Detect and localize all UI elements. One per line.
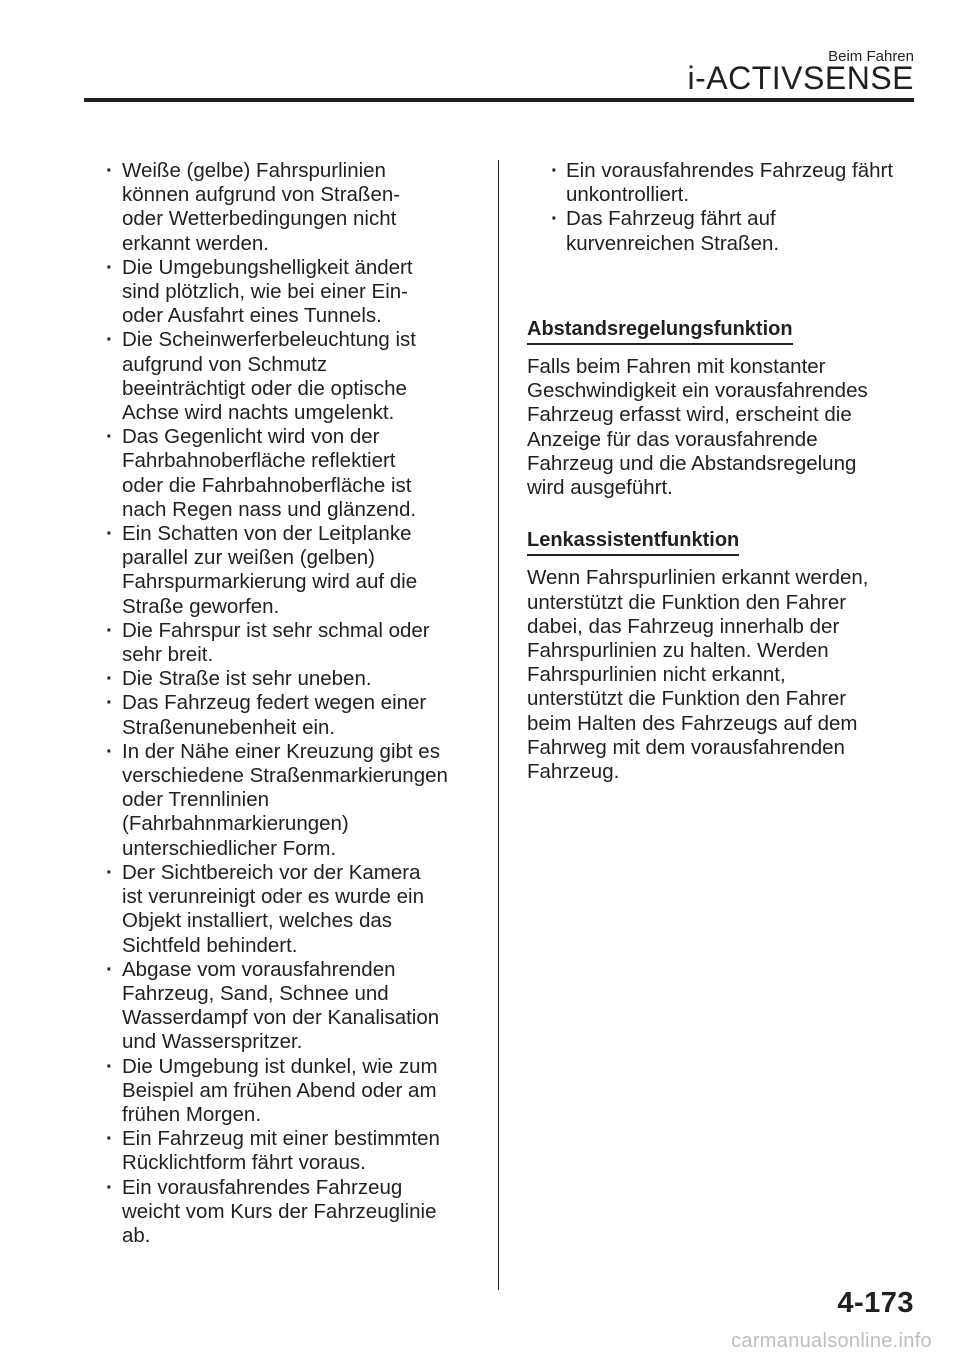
function-section [527, 317, 917, 500]
bullet-line: unkontrolliert. [566, 183, 690, 207]
bullet-line: erkannt werden. [122, 231, 270, 255]
paragraph-line: unterstützt die Funktion den Fahrer [527, 687, 847, 711]
bullet-line: Der Sichtbereich vor der Kamera [122, 860, 421, 884]
bullet-item [527, 207, 917, 255]
paragraph-line: unterstützt die Funktion den Fahrer [527, 590, 847, 614]
bullet-line: Ein Fahrzeug mit einer bestimmten [122, 1127, 440, 1151]
bullet-line: Die Scheinwerferbeleuchtung ist [122, 328, 416, 352]
bullet-line: ist verunreinigt oder es wurde ein [122, 885, 424, 909]
bullet-line: Sichtfeld behindert. [122, 933, 298, 957]
bullet-item [102, 691, 482, 739]
bullet-line: Straßenunebenheit ein. [122, 715, 336, 739]
bullet-line: verschiedene Straßenmarkierungen [122, 764, 448, 788]
bullet-line: Objekt installiert, welches das [122, 909, 393, 933]
bullet-item [102, 740, 482, 861]
bullet-item [102, 1127, 482, 1175]
paragraph-line: Anzeige für das vorausfahrende [527, 427, 818, 451]
bullet-line: Abgase vom vorausfahrenden [122, 957, 396, 981]
paragraph-line: beim Halten des Fahrzeugs auf dem [527, 711, 858, 735]
bullet-item [102, 425, 482, 522]
bullet-item [102, 958, 482, 1055]
bullet-line: Fahrzeug, Sand, Schnee und [122, 981, 389, 1005]
bullet-line: (Fahrbahnmarkierungen) [122, 812, 349, 836]
column-divider [498, 160, 499, 1290]
bullet-line: sehr breit. [122, 643, 214, 667]
bullet-line: weicht vom Kurs der Fahrzeuglinie [122, 1199, 437, 1223]
bullet-line: kurvenreichen Straßen. [566, 231, 780, 255]
paragraph-line: Fahrspurlinien zu halten. Werden [527, 639, 829, 663]
bullet-item [102, 1176, 482, 1249]
bullet-line: parallel zur weißen (gelben) [122, 546, 375, 570]
bullet-line: ab. [122, 1223, 151, 1247]
bullet-item [102, 619, 482, 667]
bullet-line: Fahrspurmarkierung wird auf die [122, 570, 418, 594]
header-section-label: Beim Fahren [828, 48, 914, 65]
paragraph-line: Wenn Fahrspurlinien erkannt werden, [527, 566, 869, 590]
right-sections [527, 317, 917, 784]
bullet-line: oder die Fahrbahnoberfläche ist [122, 473, 412, 497]
bullet-item [527, 159, 917, 207]
bullet-line: Das Fahrzeug federt wegen einer [122, 691, 427, 715]
bullet-line: Das Gegenlicht wird von der [122, 425, 380, 449]
bullet-line: sind plötzlich, wie bei einer Ein- [122, 280, 408, 304]
bullet-line: frühen Morgen. [122, 1102, 262, 1126]
page-number: 4-173 [837, 1287, 914, 1319]
paragraph-line: wird ausgeführt. [527, 476, 673, 500]
bullet-line: Das Fahrzeug fährt auf [566, 207, 776, 231]
bullet-line: und Wasserspritzer. [122, 1030, 303, 1054]
bullet-line: Die Fahrspur ist sehr schmal oder [122, 618, 430, 642]
paragraph-line: Fahrspurlinien nicht erkannt, [527, 663, 786, 687]
left-bullet-list [102, 159, 482, 1248]
section-heading: Abstandsregelungsfunktion [527, 317, 793, 345]
bullet-line: oder Wetterbedingungen nicht [122, 207, 397, 231]
bullet-line: Weiße (gelbe) Fahrspurlinien [122, 159, 386, 182]
paragraph-line: Fahrweg mit dem vorausfahrenden [527, 735, 845, 759]
bullet-line: Die Straße ist sehr uneben. [122, 667, 372, 691]
header-rule [84, 98, 914, 102]
section-heading: Lenkassistentfunktion [527, 528, 739, 556]
function-section [527, 528, 917, 784]
bullet-line: können aufgrund von Straßen- [122, 183, 401, 207]
bullet-line: Wasserdampf von der Kanalisation [122, 1006, 440, 1030]
bullet-line: Die Umgebungshelligkeit ändert [122, 255, 413, 279]
left-column [102, 159, 482, 1248]
bullet-item [102, 328, 482, 425]
bullet-line: In der Nähe einer Kreuzung gibt es [122, 739, 440, 763]
bullet-line: Achse wird nachts umgelenkt. [122, 401, 395, 425]
bullet-item [102, 522, 482, 619]
bullet-line: Die Umgebung ist dunkel, wie zum [122, 1054, 438, 1078]
bullet-line: oder Trennlinien [122, 788, 270, 812]
bullet-item [102, 256, 482, 329]
bullet-line: Beispiel am frühen Abend oder am [122, 1078, 437, 1102]
bullet-line: Ein vorausfahrendes Fahrzeug fährt [566, 159, 894, 182]
bullet-line: Fahrbahnoberfläche reflektiert [122, 449, 396, 473]
watermark: carmanualsonline.info [731, 1330, 932, 1352]
chapter-title: i-ACTIVSENSE [687, 60, 914, 96]
bullet-line: aufgrund von Schmutz [122, 352, 328, 376]
paragraph-line: Fahrzeug und die Abstandsregelung [527, 451, 857, 475]
bullet-line: unterschiedlicher Form. [122, 836, 337, 860]
bullet-line: Ein Schatten von der Leitplanke [122, 522, 412, 546]
bullet-item [102, 667, 482, 691]
bullet-line: Rücklichtform fährt voraus. [122, 1151, 366, 1175]
paragraph-line: Geschwindigkeit ein vorausfahrendes [527, 379, 868, 403]
section-paragraph [527, 355, 917, 500]
right-column [527, 159, 917, 784]
paragraph-line: Falls beim Fahren mit konstanter [527, 355, 826, 379]
right-bullet-list [527, 159, 917, 256]
bullet-item [102, 861, 482, 958]
bullet-line: Ein vorausfahrendes Fahrzeug [122, 1175, 403, 1199]
bullet-line: Straße geworfen. [122, 594, 280, 618]
paragraph-line: Fahrzeug erfasst wird, erscheint die [527, 403, 852, 427]
paragraph-line: dabei, das Fahrzeug innerhalb der [527, 614, 840, 638]
bullet-line: beeinträchtigt oder die optische [122, 376, 407, 400]
section-paragraph [527, 566, 917, 784]
paragraph-line: Fahrzeug. [527, 760, 620, 784]
bullet-item [102, 159, 482, 256]
bullet-line: nach Regen nass und glänzend. [122, 497, 417, 521]
bullet-item [102, 1055, 482, 1128]
bullet-line: oder Ausfahrt eines Tunnels. [122, 304, 382, 328]
